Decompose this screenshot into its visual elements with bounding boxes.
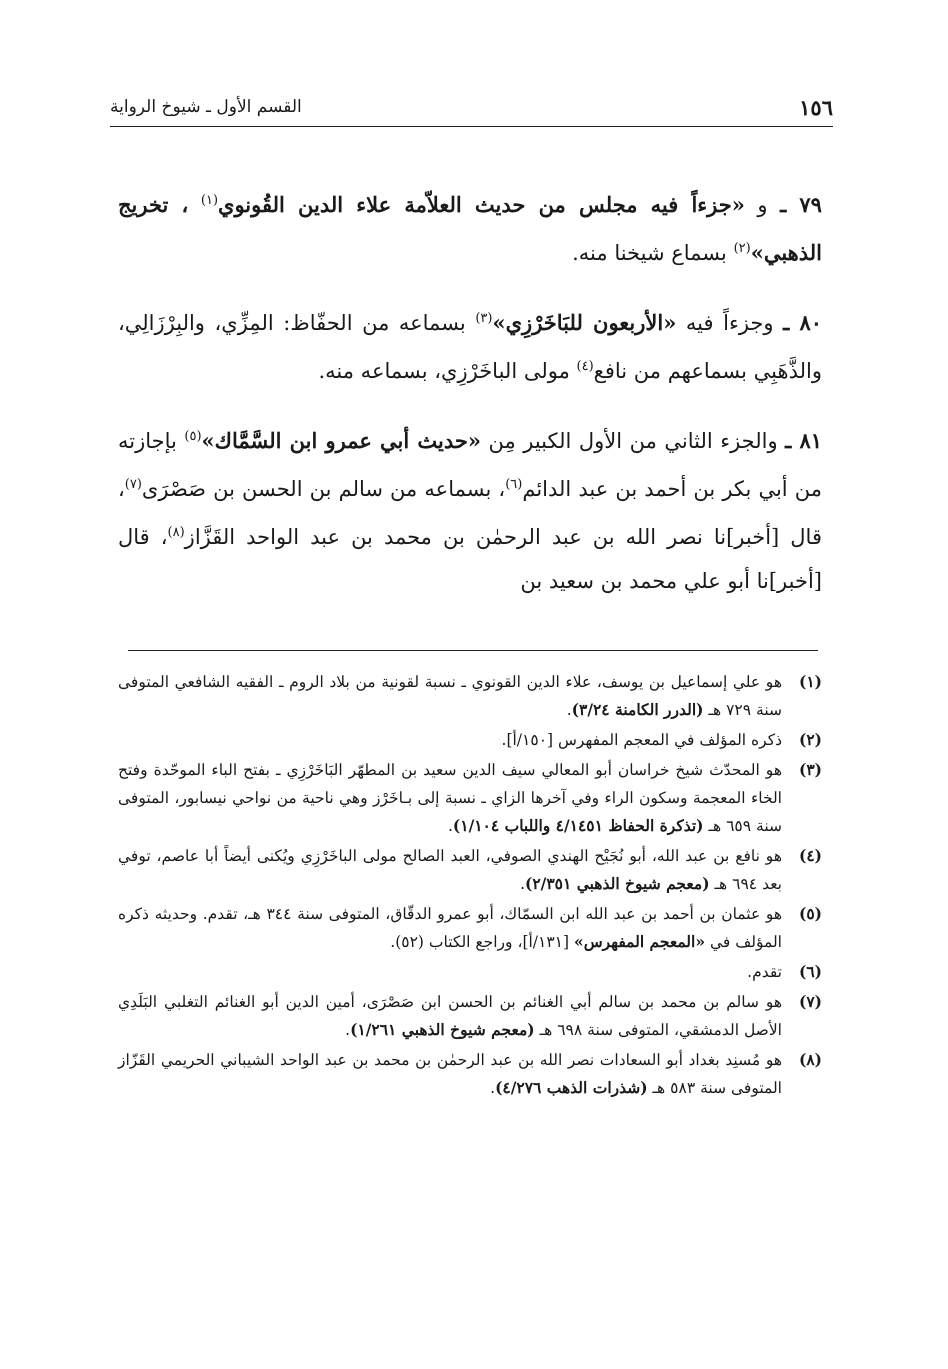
footnote-ref: (٤) <box>576 359 594 374</box>
footnote-ref: (١) <box>200 193 219 208</box>
footnote-number: (٣) <box>798 760 822 779</box>
entry-81 <box>118 415 822 603</box>
entry-lead: والجزء الثاني من الأول الكبير مِن <box>488 429 778 453</box>
entry-number: ٨٠ ـ <box>783 310 822 335</box>
footnote-body: تقدم. <box>747 963 782 981</box>
footnote-number: (٨) <box>798 1050 822 1069</box>
footnote-text <box>118 988 782 1044</box>
footnote-body: هو سالم بن محمد بن سالم أبي الغنائم بن الحسن ابن صَصْرَى، أمين الدين أبو الغنائم التغلبي البَلَدِي الأصل الدمشقي، المتوفى سنة ٦٩٨ هـ <box>118 993 782 1039</box>
footnotes <box>118 668 822 1104</box>
page-number: ١٥٦ <box>799 94 833 120</box>
footnote-source: (الدرر الكامنة ٣/٢٤) <box>571 700 704 719</box>
entry-80 <box>118 297 822 393</box>
footnote-source: (شذرات الذهب ٤/٢٧٦) <box>495 1078 648 1097</box>
entry-title-cont: ، تخريج الذهبي» <box>118 192 822 265</box>
footnote-body: هو نافع بن عبد الله، أبو نُجَيْح الهندي الصوفي، العبد الصالح مولى الباخَرْزِي ويُكنى أيضاً أبا عاصم، توفي بعد ٦٩٤ هـ <box>118 847 782 893</box>
entry-rest: مولى الباخَرْزِي، بسماعه منه. <box>318 359 570 383</box>
entry-rest: بسماع شيخنا منه. <box>572 241 727 265</box>
entry-title: «حديث أبي عمرو ابن السَّمَّاك» <box>201 428 481 453</box>
footnote-source: (معجم شيوخ الذهبي ٢/٣٥١) <box>525 874 710 893</box>
entry-title: «جزءاً فيه مجلس من حديث العلاّمة علاء الدين القُونوي <box>218 192 745 217</box>
footnote-body: هو علي إسماعيل بن يوسف، علاء الدين القونوي ـ نسبة لقونية من بلاد الروم ـ الفقيه الشافعي المتوفى سنة ٧٢٩ هـ <box>118 673 782 719</box>
footnote-number: (٧) <box>798 992 822 1011</box>
entry-rest-3: ، قال [أخبر]نا أبو علي محمد بن سعيد بن <box>118 525 822 593</box>
footnote-ref: (٧) <box>124 477 142 492</box>
footnote-4 <box>118 842 822 898</box>
footnote-6 <box>118 958 822 986</box>
footnote-2 <box>118 726 822 754</box>
running-title: القسم الأول ـ شيوخ الرواية <box>110 97 302 117</box>
entry-rest: ، بسماعه من سالم بن الحسن بن صَصْرَى <box>141 477 506 501</box>
footnote-separator <box>128 650 818 651</box>
footnote-after: [١٣١/أ]، وراجع الكتاب (٥٢). <box>390 933 570 951</box>
footnote-text <box>118 842 782 898</box>
footnote-ref: (٣) <box>475 311 493 326</box>
footnote-text <box>118 726 782 754</box>
page-header <box>110 88 833 127</box>
footnote-body: هو عثمان بن أحمد بن عبد الله ابن السمّاك، أبو عمرو الدقّاق، المتوفى سنة ٣٤٤ هـ، تقدم. وحديثه ذكره المؤلف في <box>118 905 783 951</box>
footnote-ref: (٦) <box>505 477 523 492</box>
footnote-text <box>118 1046 782 1102</box>
entry-lead: و <box>757 193 768 217</box>
footnote-1 <box>118 668 822 724</box>
entry-number: ٧٩ ـ <box>780 192 822 217</box>
footnote-after: . <box>447 817 453 835</box>
footnote-body: هو المحدّث شيخ خراسان أبو المعالي سيف الدين سعيد بن المطهّر البَاخَرْزِي ـ بفتح الباء الموحّدة وفتح الخاء المعجمة وسكون الراء وفي آخرها الزاي ـ نسبة إلى بـاخَرْز وهي ناحية من نواحي نيسابور، المتوفى سنة ٦٥٩ هـ <box>118 761 782 835</box>
footnote-after: . <box>566 701 572 719</box>
footnote-body: ذكره المؤلف في المعجم المفهرس [١٥٠/أ]. <box>501 731 782 749</box>
footnote-source: (تذكرة الحفاظ ٤/١٤٥١ واللباب ١/١٠٤) <box>452 816 704 835</box>
entry-mid: بسماعه من الحفّاظ: المِزِّي، والبِرْزَالِي، والذَّهَبِي بسماعهم من نافع <box>118 311 822 383</box>
footnote-source: «المعجم المفهرس» <box>574 932 706 951</box>
entry-mid: بإجازته من أبي بكر بن أحمد بن عبد الدائم <box>118 429 822 501</box>
footnote-after: . <box>345 1021 351 1039</box>
footnote-5 <box>118 900 822 956</box>
footnote-after: . <box>520 875 525 893</box>
footnote-8 <box>118 1046 822 1102</box>
footnote-number: (٤) <box>798 846 822 865</box>
footnote-after: . <box>490 1079 496 1097</box>
entry-lead: وجزءاً فيه <box>685 311 774 335</box>
footnote-source: (معجم شيوخ الذهبي ١/٢٦١) <box>350 1020 535 1039</box>
footnote-text <box>118 668 782 724</box>
entry-title: «الأربعون للبَاخَرْزِي» <box>492 310 677 335</box>
main-text <box>118 158 822 625</box>
entry-number: ٨١ ـ <box>785 428 822 453</box>
footnote-number: (١) <box>798 672 822 691</box>
footnote-ref: (٥) <box>184 429 202 444</box>
footnote-ref: (٨) <box>167 525 185 540</box>
footnote-number: (٦) <box>798 962 822 981</box>
footnote-text <box>118 756 782 840</box>
footnote-7 <box>118 988 822 1044</box>
entry-79 <box>118 179 822 275</box>
footnote-text <box>118 900 782 956</box>
entry-rest-2: ، قال [أخبر]نا نصر الله بن عبد الرحمٰن بن محمد بن عبد الواحد القَزَّاز <box>118 477 822 549</box>
footnote-body: هو مُسنِد بغداد أبو السعادات نصر الله بن عبد الرحمٰن بن محمد بن عبد الواحد الشيباني الحريمي القَزّاز المتوفى سنة ٥٨٣ هـ <box>118 1051 782 1097</box>
footnote-3 <box>118 756 822 840</box>
footnote-ref: (٢) <box>733 241 751 256</box>
footnote-text <box>118 958 782 986</box>
footnote-number: (٥) <box>798 904 822 923</box>
footnote-number: (٢) <box>798 730 822 749</box>
